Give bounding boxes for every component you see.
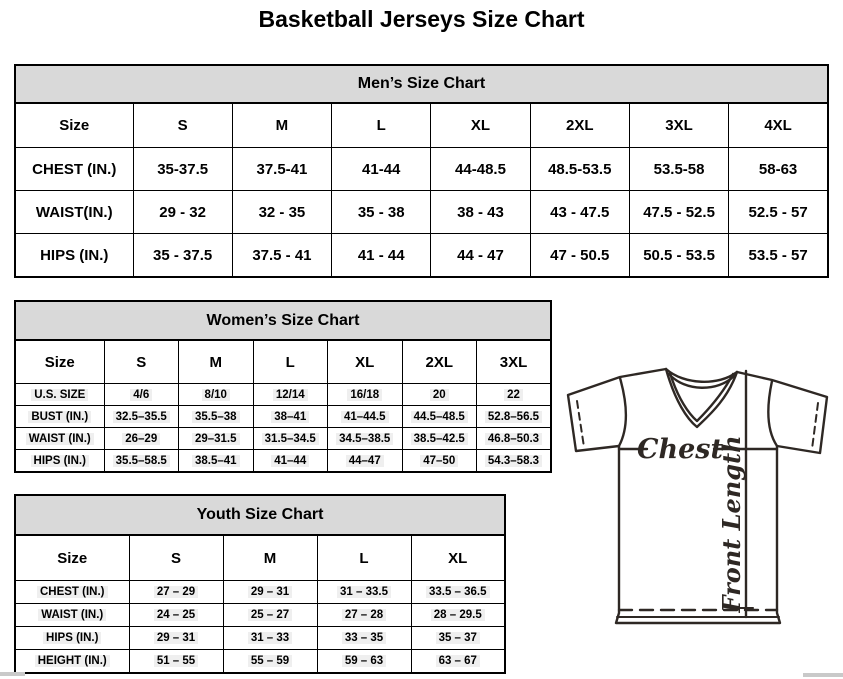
value-cell (402, 428, 477, 450)
cell-value: 38.5–42.5 (411, 433, 468, 445)
value-cell (253, 450, 328, 473)
table-row (15, 450, 551, 473)
cell-value: 22 (504, 389, 523, 401)
value-cell (223, 650, 317, 674)
cell-value: 41–44 (271, 455, 309, 467)
mens-size-table (14, 64, 829, 278)
value-cell (104, 406, 179, 428)
cell-value: 4/6 (130, 389, 152, 401)
table-row (15, 234, 828, 278)
value-cell (317, 627, 411, 650)
chest-label: Chest (637, 434, 723, 465)
value-cell (411, 627, 505, 650)
column-header: S (104, 340, 179, 384)
column-header: S (129, 535, 223, 581)
page-title: Basketball Jerseys Size Chart (258, 6, 585, 32)
table-title: Youth Size Chart (15, 495, 505, 535)
left-sleeve-dashed-line (577, 401, 584, 447)
value-cell (253, 406, 328, 428)
cell-value: 38 - 43 (457, 203, 504, 221)
cell-value: 37.5 - 41 (252, 246, 312, 264)
cell-value: 28 – 29.5 (431, 609, 485, 621)
cell-value: 52.5 - 57 (748, 203, 808, 221)
cell-value: 41–44.5 (341, 411, 389, 423)
value-cell (253, 384, 328, 406)
cell-value: 35 - 37.5 (153, 246, 213, 264)
cell-value: 31 – 33.5 (337, 586, 391, 598)
value-cell (133, 148, 232, 191)
cell-value: 54.3–58.3 (485, 455, 542, 467)
value-cell (328, 406, 403, 428)
row-label: U.S. SIZE (31, 389, 88, 401)
value-cell (332, 234, 431, 278)
table-header-row (15, 340, 551, 384)
column-header: Size (15, 103, 133, 148)
table-title-row (15, 65, 828, 103)
table-row (15, 627, 505, 650)
cell-value: 27 – 28 (342, 609, 386, 621)
cell-value: 26–29 (122, 433, 160, 445)
cell-value: 35-37.5 (157, 160, 209, 178)
row-label: CHEST (IN.) (37, 586, 108, 598)
cell-value: 33 – 35 (342, 632, 386, 644)
right-sleeve-seam (768, 381, 777, 446)
row-label: WAIST (IN.) (26, 433, 94, 445)
cell-value: 38–41 (271, 411, 309, 423)
cell-value: 20 (430, 389, 449, 401)
cell-value: 32 - 35 (258, 203, 306, 221)
row-label-cell (15, 406, 104, 428)
value-cell (530, 234, 629, 278)
column-header: 4XL (729, 103, 828, 148)
cell-value: 25 – 27 (248, 609, 292, 621)
table-row (15, 604, 505, 627)
value-cell (477, 384, 552, 406)
cell-value: 43 - 47.5 (550, 203, 610, 221)
column-header: 3XL (477, 340, 552, 384)
value-cell (629, 148, 728, 191)
scrollbar-artifact-right (803, 673, 843, 677)
value-cell (129, 627, 223, 650)
value-cell (223, 581, 317, 604)
value-cell (411, 581, 505, 604)
cell-value: 41-44 (362, 160, 401, 178)
cell-value: 50.5 - 53.5 (643, 246, 715, 264)
value-cell (317, 604, 411, 627)
table-header-row (15, 103, 828, 148)
column-header: L (317, 535, 411, 581)
column-header: M (223, 535, 317, 581)
table-row (15, 650, 505, 674)
value-cell (232, 234, 331, 278)
cell-value: 16/18 (347, 389, 382, 401)
row-label: HIPS (IN.) (31, 455, 89, 467)
value-cell (317, 581, 411, 604)
column-header: XL (431, 103, 530, 148)
cell-value: 35.5–38 (192, 411, 240, 423)
value-cell (223, 604, 317, 627)
column-header: Size (15, 535, 129, 581)
row-label-cell (15, 627, 129, 650)
cell-value: 44.5–48.5 (411, 411, 468, 423)
cell-value: 8/10 (202, 389, 230, 401)
cell-value: 29–31.5 (192, 433, 240, 445)
cell-value: 47.5 - 52.5 (643, 203, 715, 221)
value-cell (129, 581, 223, 604)
value-cell (133, 234, 232, 278)
value-cell (328, 450, 403, 473)
cell-value: 29 – 31 (154, 632, 198, 644)
column-header: M (232, 103, 331, 148)
value-cell (530, 191, 629, 234)
value-cell (729, 148, 828, 191)
value-cell (328, 384, 403, 406)
column-header: S (133, 103, 232, 148)
value-cell (629, 191, 728, 234)
row-label-cell (15, 450, 104, 473)
value-cell (223, 627, 317, 650)
row-label-cell (15, 148, 133, 191)
value-cell (104, 384, 179, 406)
cell-value: 44–47 (346, 455, 384, 467)
cell-value: 55 – 59 (248, 655, 292, 667)
cell-value: 35 - 38 (357, 203, 405, 221)
column-header: 3XL (629, 103, 728, 148)
womens-size-table (14, 300, 552, 473)
value-cell (179, 428, 254, 450)
table-row (15, 148, 828, 191)
cell-value: 12/14 (273, 389, 308, 401)
cell-value: 59 – 63 (342, 655, 386, 667)
column-header: L (253, 340, 328, 384)
column-header: 2XL (402, 340, 477, 384)
value-cell (179, 406, 254, 428)
cell-value: 47 - 50.5 (550, 246, 610, 264)
cell-value: 34.5–38.5 (336, 433, 393, 445)
cell-value: 32.5–35.5 (113, 411, 170, 423)
cell-value: 53.5-58 (653, 160, 705, 178)
row-label: WAIST(IN.) (35, 203, 113, 221)
cell-value: 44-48.5 (455, 160, 506, 178)
jersey-measurement-diagram (556, 361, 836, 669)
row-label: CHEST (IN.) (32, 160, 117, 178)
table-title: Women’s Size Chart (15, 301, 551, 340)
cell-value: 53.5 - 57 (748, 246, 808, 264)
column-header: XL (411, 535, 505, 581)
value-cell (332, 148, 431, 191)
value-cell (729, 191, 828, 234)
cell-value: 47–50 (420, 455, 458, 467)
value-cell (431, 234, 530, 278)
value-cell (477, 450, 552, 473)
row-label: HIPS (IN.) (40, 246, 109, 264)
table-title: Men’s Size Chart (15, 65, 828, 103)
row-label: HEIGHT (IN.) (35, 655, 110, 667)
value-cell (431, 148, 530, 191)
table-row (15, 581, 505, 604)
table-row (15, 406, 551, 428)
value-cell (232, 191, 331, 234)
cell-value: 31 – 33 (248, 632, 292, 644)
row-label-cell (15, 191, 133, 234)
value-cell (402, 450, 477, 473)
value-cell (402, 406, 477, 428)
value-cell (332, 191, 431, 234)
value-cell (179, 384, 254, 406)
value-cell (129, 650, 223, 674)
row-label-cell (15, 650, 129, 674)
cell-value: 35 – 37 (436, 632, 480, 644)
value-cell (729, 234, 828, 278)
cell-value: 29 - 32 (159, 203, 206, 221)
cell-value: 24 – 25 (154, 609, 198, 621)
table-header-row (15, 535, 505, 581)
value-cell (402, 384, 477, 406)
cell-value: 37.5-41 (256, 160, 308, 178)
cell-value: 38.5–41 (192, 455, 240, 467)
column-header: Size (15, 340, 104, 384)
jersey-outline (568, 369, 827, 623)
cell-value: 51 – 55 (154, 655, 198, 667)
front-length-label: Front Length (717, 435, 746, 613)
value-cell (104, 428, 179, 450)
youth-size-table (14, 494, 506, 674)
value-cell (328, 428, 403, 450)
column-header: XL (328, 340, 403, 384)
table-row (15, 428, 551, 450)
cell-value: 48.5-53.5 (548, 160, 612, 178)
value-cell (477, 428, 552, 450)
row-label-cell (15, 384, 104, 406)
cell-value: 41 - 44 (357, 246, 405, 264)
row-label: BUST (IN.) (28, 411, 91, 423)
cell-value: 29 – 31 (248, 586, 292, 598)
cell-value: 44 - 47 (457, 246, 504, 264)
cell-value: 58-63 (758, 160, 798, 178)
cell-value: 52.8–56.5 (485, 411, 542, 423)
row-label: HIPS (IN.) (43, 632, 101, 644)
value-cell (232, 148, 331, 191)
row-label-cell (15, 604, 129, 627)
value-cell (530, 148, 629, 191)
value-cell (253, 428, 328, 450)
column-header: L (332, 103, 431, 148)
cell-value: 46.8–50.3 (485, 433, 542, 445)
cell-value: 27 – 29 (154, 586, 198, 598)
value-cell (179, 450, 254, 473)
table-row (15, 384, 551, 406)
table-title-row (15, 495, 505, 535)
value-cell (133, 191, 232, 234)
row-label-cell (15, 234, 133, 278)
value-cell (317, 650, 411, 674)
value-cell (431, 191, 530, 234)
cell-value: 35.5–58.5 (113, 455, 170, 467)
value-cell (411, 650, 505, 674)
value-cell (629, 234, 728, 278)
row-label-cell (15, 428, 104, 450)
jersey-diagram-svg (556, 361, 836, 669)
left-sleeve-seam (619, 378, 626, 446)
value-cell (477, 406, 552, 428)
value-cell (411, 604, 505, 627)
value-cell (104, 450, 179, 473)
right-sleeve-dashed-line (812, 403, 818, 449)
row-label: WAIST (IN.) (38, 609, 106, 621)
column-header: 2XL (530, 103, 629, 148)
scrollbar-artifact-left (0, 672, 25, 676)
row-label-cell (15, 581, 129, 604)
cell-value: 31.5–34.5 (262, 433, 319, 445)
cell-value: 63 – 67 (436, 655, 480, 667)
table-row (15, 191, 828, 234)
column-header: M (179, 340, 254, 384)
value-cell (129, 604, 223, 627)
table-title-row (15, 301, 551, 340)
cell-value: 33.5 – 36.5 (426, 586, 490, 598)
